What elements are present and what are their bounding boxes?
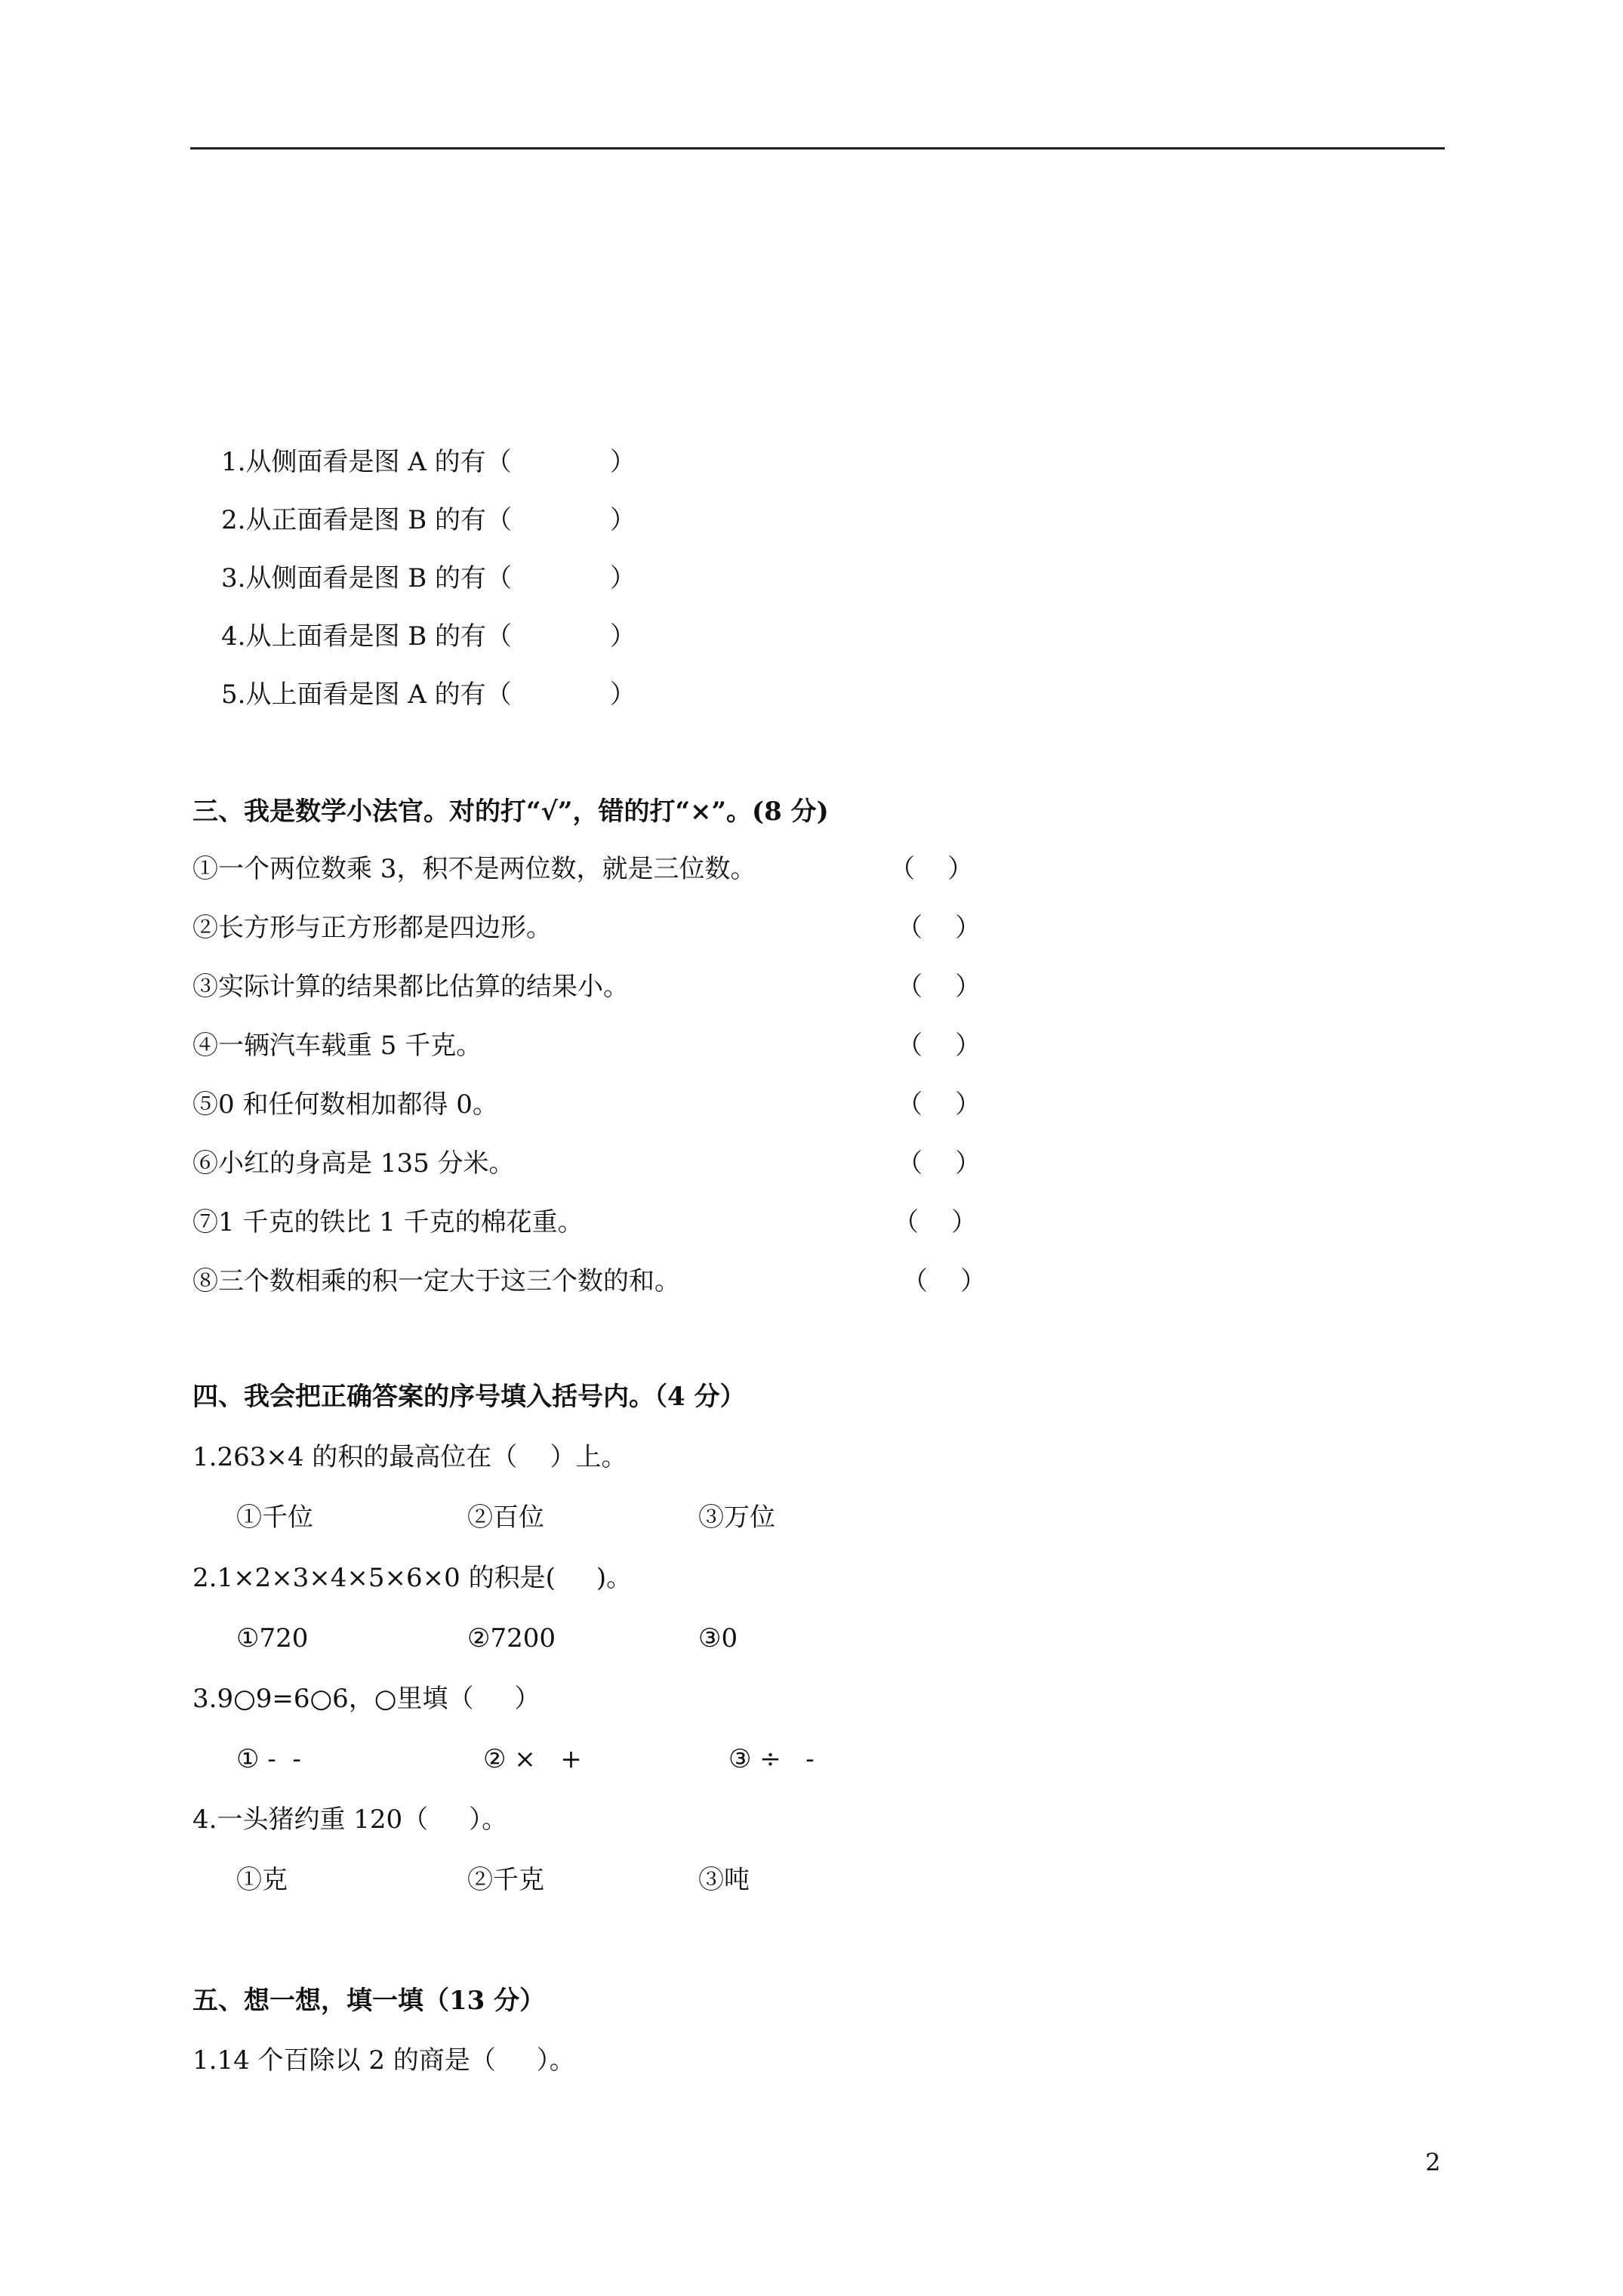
judge-paren-3: （ ） — [897, 972, 981, 1002]
judge-paren-4: （ ） — [897, 1031, 981, 1061]
judge-item-2: ②长方形与正方形都是四边形。 — [192, 913, 552, 943]
judge-item-7: ⑦1 千克的铁比 1 千克的棉花重。 — [192, 1207, 584, 1237]
judge-item-5: ⑤0 和任何数相加都得 0。 — [192, 1089, 498, 1120]
page-number: 2 — [1425, 2148, 1441, 2177]
judge-item-4: ④一辆汽车载重 5 千克。 — [192, 1031, 482, 1061]
view-question-3: 3.从侧面看是图 B 的有（ — [221, 563, 513, 593]
judge-paren-5: （ ） — [897, 1089, 981, 1120]
choice-4-option-1: ①克 — [236, 1865, 288, 1895]
choice-3-option-2: ② × + — [483, 1744, 582, 1774]
choice-2-option-3: ③0 — [698, 1623, 738, 1653]
view-question-4-close: ） — [610, 621, 636, 652]
section-3-title: 三、我是数学小法官。对的打“√”，错的打“×”。(8 分) — [192, 797, 829, 827]
choice-1-option-3: ③万位 — [698, 1502, 775, 1533]
section-4-title: 四、我会把正确答案的序号填入括号内。（4 分） — [192, 1382, 746, 1412]
view-question-1-close: ） — [610, 447, 636, 477]
choice-1-option-2: ②百位 — [467, 1502, 544, 1533]
choice-question-3: 3.9○9=6○6，○里填（ ） — [192, 1684, 540, 1714]
judge-item-3: ③实际计算的结果都比估算的结果小。 — [192, 972, 629, 1002]
judge-paren-1: （ ） — [889, 854, 974, 884]
judge-item-8: ⑧三个数相乘的积一定大于这三个数的和。 — [192, 1266, 680, 1296]
judge-paren-6: （ ） — [897, 1148, 981, 1179]
header-rule — [190, 147, 1445, 149]
judge-paren-8: （ ） — [902, 1266, 987, 1296]
choice-4-option-3: ③吨 — [698, 1865, 750, 1895]
judge-item-1: ①一个两位数乘 3，积不是两位数，就是三位数。 — [192, 854, 756, 884]
choice-4-option-2: ②千克 — [467, 1865, 544, 1895]
judge-paren-2: （ ） — [897, 913, 981, 943]
judge-paren-7: （ ） — [893, 1207, 978, 1237]
view-question-3-close: ） — [610, 563, 636, 593]
section-5-title: 五、想一想，填一填（13 分） — [192, 1986, 546, 2016]
view-question-2-close: ） — [610, 505, 636, 535]
view-question-5: 5.从上面看是图 A 的有（ — [221, 680, 512, 710]
choice-1-option-1: ①千位 — [236, 1502, 313, 1533]
choice-2-option-2: ②7200 — [467, 1623, 556, 1653]
judge-item-6: ⑥小红的身高是 135 分米。 — [192, 1148, 515, 1179]
view-question-1: 1.从侧面看是图 A 的有（ — [221, 447, 512, 477]
view-question-4: 4.从上面看是图 B 的有（ — [221, 621, 513, 652]
choice-question-2: 2.1×2×3×4×5×6×0 的积是( )。 — [192, 1563, 633, 1593]
choice-question-4: 4.一头猪约重 120（ ）。 — [192, 1804, 508, 1835]
choice-2-option-1: ①720 — [236, 1623, 309, 1653]
view-question-2: 2.从正面看是图 B 的有（ — [221, 505, 513, 535]
choice-3-option-1: ① - - — [236, 1744, 301, 1774]
fill-question-1: 1.14 个百除以 2 的商是（ ）。 — [192, 2045, 575, 2076]
view-question-5-close: ） — [610, 680, 636, 710]
choice-question-1: 1.263×4 的积的最高位在（ ）上。 — [192, 1442, 627, 1472]
choice-3-option-3: ③ ÷ - — [728, 1744, 815, 1774]
